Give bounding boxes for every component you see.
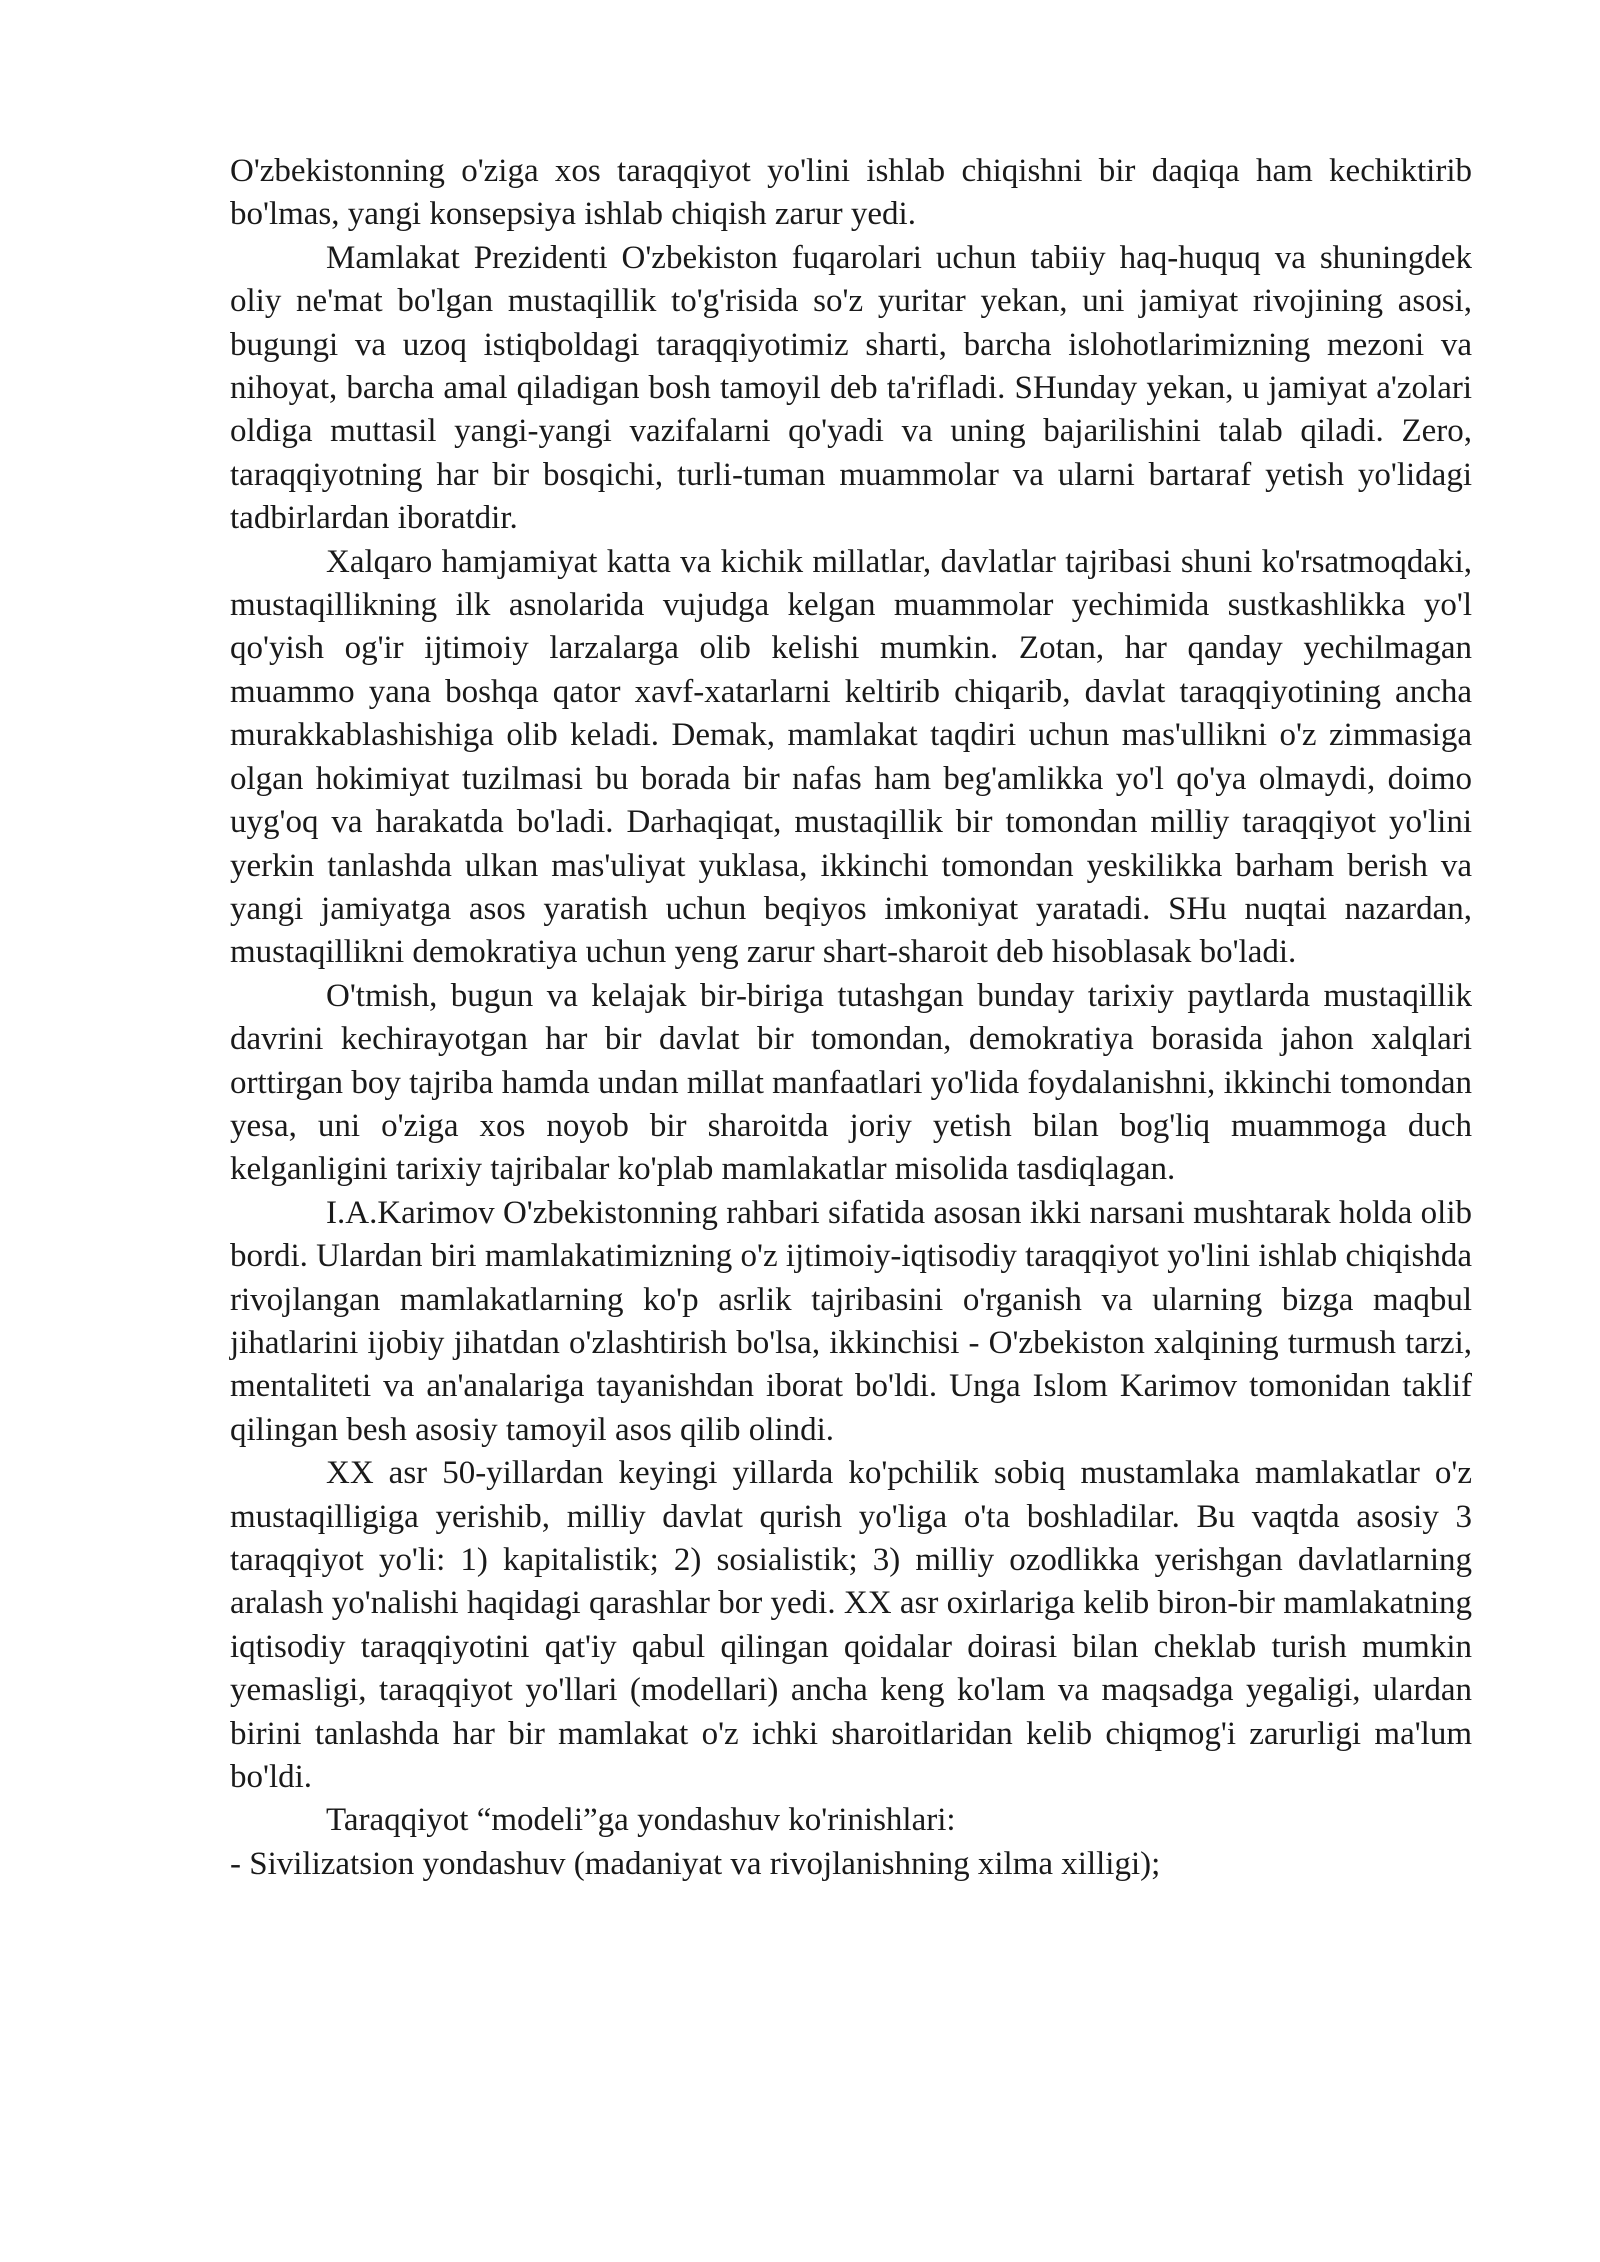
paragraph-model-approaches-heading: Taraqqiyot “modeli”ga yondashuv ko'rinishlari: — [326, 1802, 956, 1839]
paragraph-president-independence: Mamlakat Prezidenti O'zbekiston fuqarolari uchun tabiiy haq-huquq va shuningdek oliy ne'mat bo'lgan mustaqillik to'g'risida so'z yuritar yekan, uni jamiyat rivojining asosi, bugungi va uzoq istiqboldagi taraqqiyotimiz sharti, barcha islohotlarimizning mezoni va nihoyat, barcha amal qiladigan bosh tamoyil deb ta'rifladi. SHunday yekan, u jamiyat a'zolari oldiga muttasil yangi-yangi vazifalarni qo'yadi va uning bajarilishini talab qiladi. Zero, taraqqiyotning har bir bosqichi, turli-tuman muammolar va ularni bartaraf yetish yo'lidagi tadbirlardan iboratdir. — [230, 239, 1472, 537]
list-item-civilizational-approach: - Sivilizatsion yondashuv (madaniyat va rivojlanishning xilma xilligi); — [230, 1845, 1161, 1882]
document-body — [230, 150, 1472, 1886]
paragraph-intro: O'zbekistonning o'ziga xos taraqqiyot yo'lini ishlab chiqishni bir daqiqa ham kechiktirib bo'lmas, yangi konsepsiya ishlab chiqish zarur yedi. — [230, 153, 1472, 233]
paragraph-international-community: Xalqaro hamjamiyat katta va kichik millatlar, davlatlar tajribasi shuni ko'rsatmoqdaki, mustaqillikning ilk asnolarida vujudga kelgan muammolar yechimida sustkashlikka yo'l qo'yish og'ir ijtimoiy larzalarga olib kelishi mumkin. Zotan, har qanday yechilmagan muammo yana boshqa qator xavf-xatarlarni keltirib chiqarib, davlat taraqqiyotining ancha murakkablashishiga olib keladi. Demak, mamlakat taqdiri uchun mas'ullikni o'z zimmasiga olgan hokimiyat tuzilmasi bu borada bir nafas ham beg'amlikka yo'l qo'ya olmaydi, doimo uyg'oq va harakatda bo'ladi. Darhaqiqat, mustaqillik bir tomondan milliy taraqqiyot yo'lini yerkin tanlashda ulkan mas'uliyat yuklasa, ikkinchi tomondan yeskilikka barham berish va yangi jamiyatga asos yaratish uchun beqiyos imkoniyat yaratadi. SHu nuqtai nazardan, mustaqillikni demokratiya uchun yeng zarur shart-sharoit deb hisoblasak bo'ladi. — [230, 543, 1472, 971]
paragraph-past-present-future: O'tmish, bugun va kelajak bir-biriga tutashgan bunday tarixiy paytlarda mustaqillik davrini kechirayotgan har bir davlat bir tomondan, demokratiya borasida jahon xalqlari orttirgan boy tajriba hamda undan millat manfaatlari yo'lida foydalanishni, ikkinchi tomondan yesa, uni o'ziga xos noyob bir sharoitda joriy yetish bilan bog'liq muammoga duch kelganligini tarixiy tajribalar ko'plab mamlakatlar misolida tasdiqlagan. — [230, 977, 1472, 1188]
paragraph-karimov: I.A.Karimov O'zbekistonning rahbari sifatida asosan ikki narsani mushtarak holda olib bordi. Ulardan biri mamlakatimizning o'z ijtimoiy-iqtisodiy taraqqiyot yo'lini ishlab chiqishda rivojlangan mamlakatlarning ko'p asrlik tajribasini o'rganish va ularning bizga maqbul jihatlarini ijobiy jihatdan o'zlashtirish bo'lsa, ikkinchisi - O'zbekiston xalqining turmush tarzi, mentaliteti va an'analariga tayanishdan iborat bo'ldi. Unga Islom Karimov tomonidan taklif qilingan besh asosiy tamoyil asos qilib olindi. — [230, 1194, 1472, 1448]
paragraph-twentieth-century: XX asr 50-yillardan keyingi yillarda ko'pchilik sobiq mustamlaka mamlakatlar o'z mustaqilligiga yerishib, milliy davlat qurish yo'liga o'ta boshladilar. Bu vaqtda asosiy 3 taraqqiyot yo'li: 1) kapitalistik; 2) sosialistik; 3) milliy ozodlikka yerishgan davlatlarning aralash yo'nalishi haqidagi qarashlar bor yedi. XX asr oxirlariga kelib biron-bir mamlakatning iqtisodiy taraqqiyotini qat'iy qabul qilingan qoidalar doirasi bilan cheklab turish mumkin yemasligi, taraqqiyot yo'llari (modellari) ancha keng ko'lam va maqsadga yegaligi, ulardan birini tanlashda har bir mamlakat o'z ichki sharoitlaridan kelib chiqmog'i zarurligi ma'lum bo'ldi. — [230, 1455, 1472, 1796]
